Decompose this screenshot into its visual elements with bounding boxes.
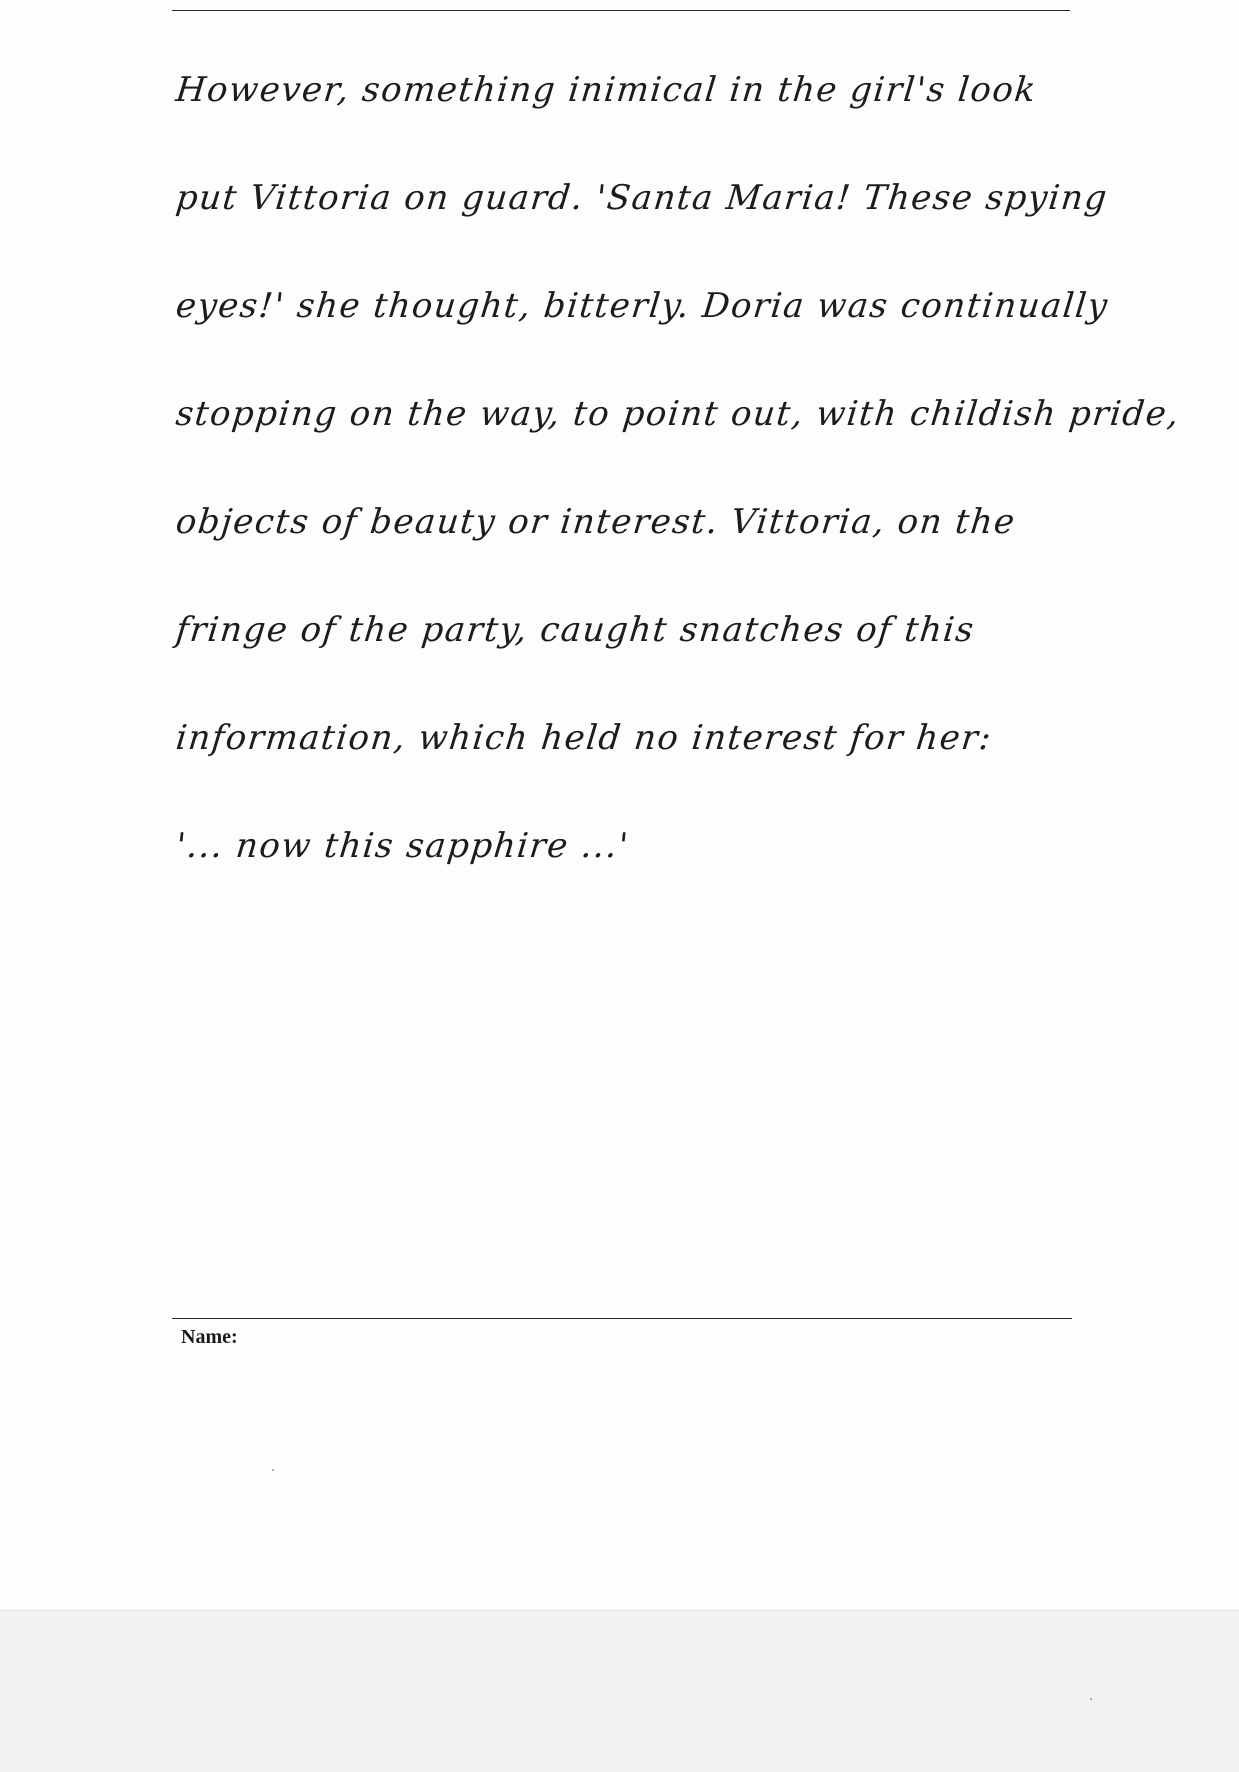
handwritten-passage — [173, 36, 1182, 900]
name-label: Name: — [181, 1326, 238, 1348]
bottom-rule — [172, 1318, 1072, 1319]
handwritten-line: put Vittoria on guard. 'Santa Maria! These spying — [173, 178, 1110, 218]
scan-speck — [272, 1469, 274, 1471]
scan-speck — [1090, 1698, 1092, 1700]
handwritten-line: However, something inimical in the girl's look — [173, 70, 1039, 110]
handwritten-line: '... now this sapphire ...' — [173, 826, 632, 866]
handwritten-line: eyes!' she thought, bitterly. Doria was continually — [173, 286, 1111, 326]
handwritten-line: information, which held no interest for her: — [173, 718, 995, 758]
handwritten-line: fringe of the party, caught snatches of this — [173, 610, 977, 650]
top-rule — [172, 10, 1070, 11]
handwritten-line: objects of beauty or interest. Vittoria, on the — [173, 502, 1018, 542]
paper-fold-strip — [0, 1610, 1239, 1772]
handwritten-line: stopping on the way, to point out, with childish pride, — [173, 394, 1182, 434]
